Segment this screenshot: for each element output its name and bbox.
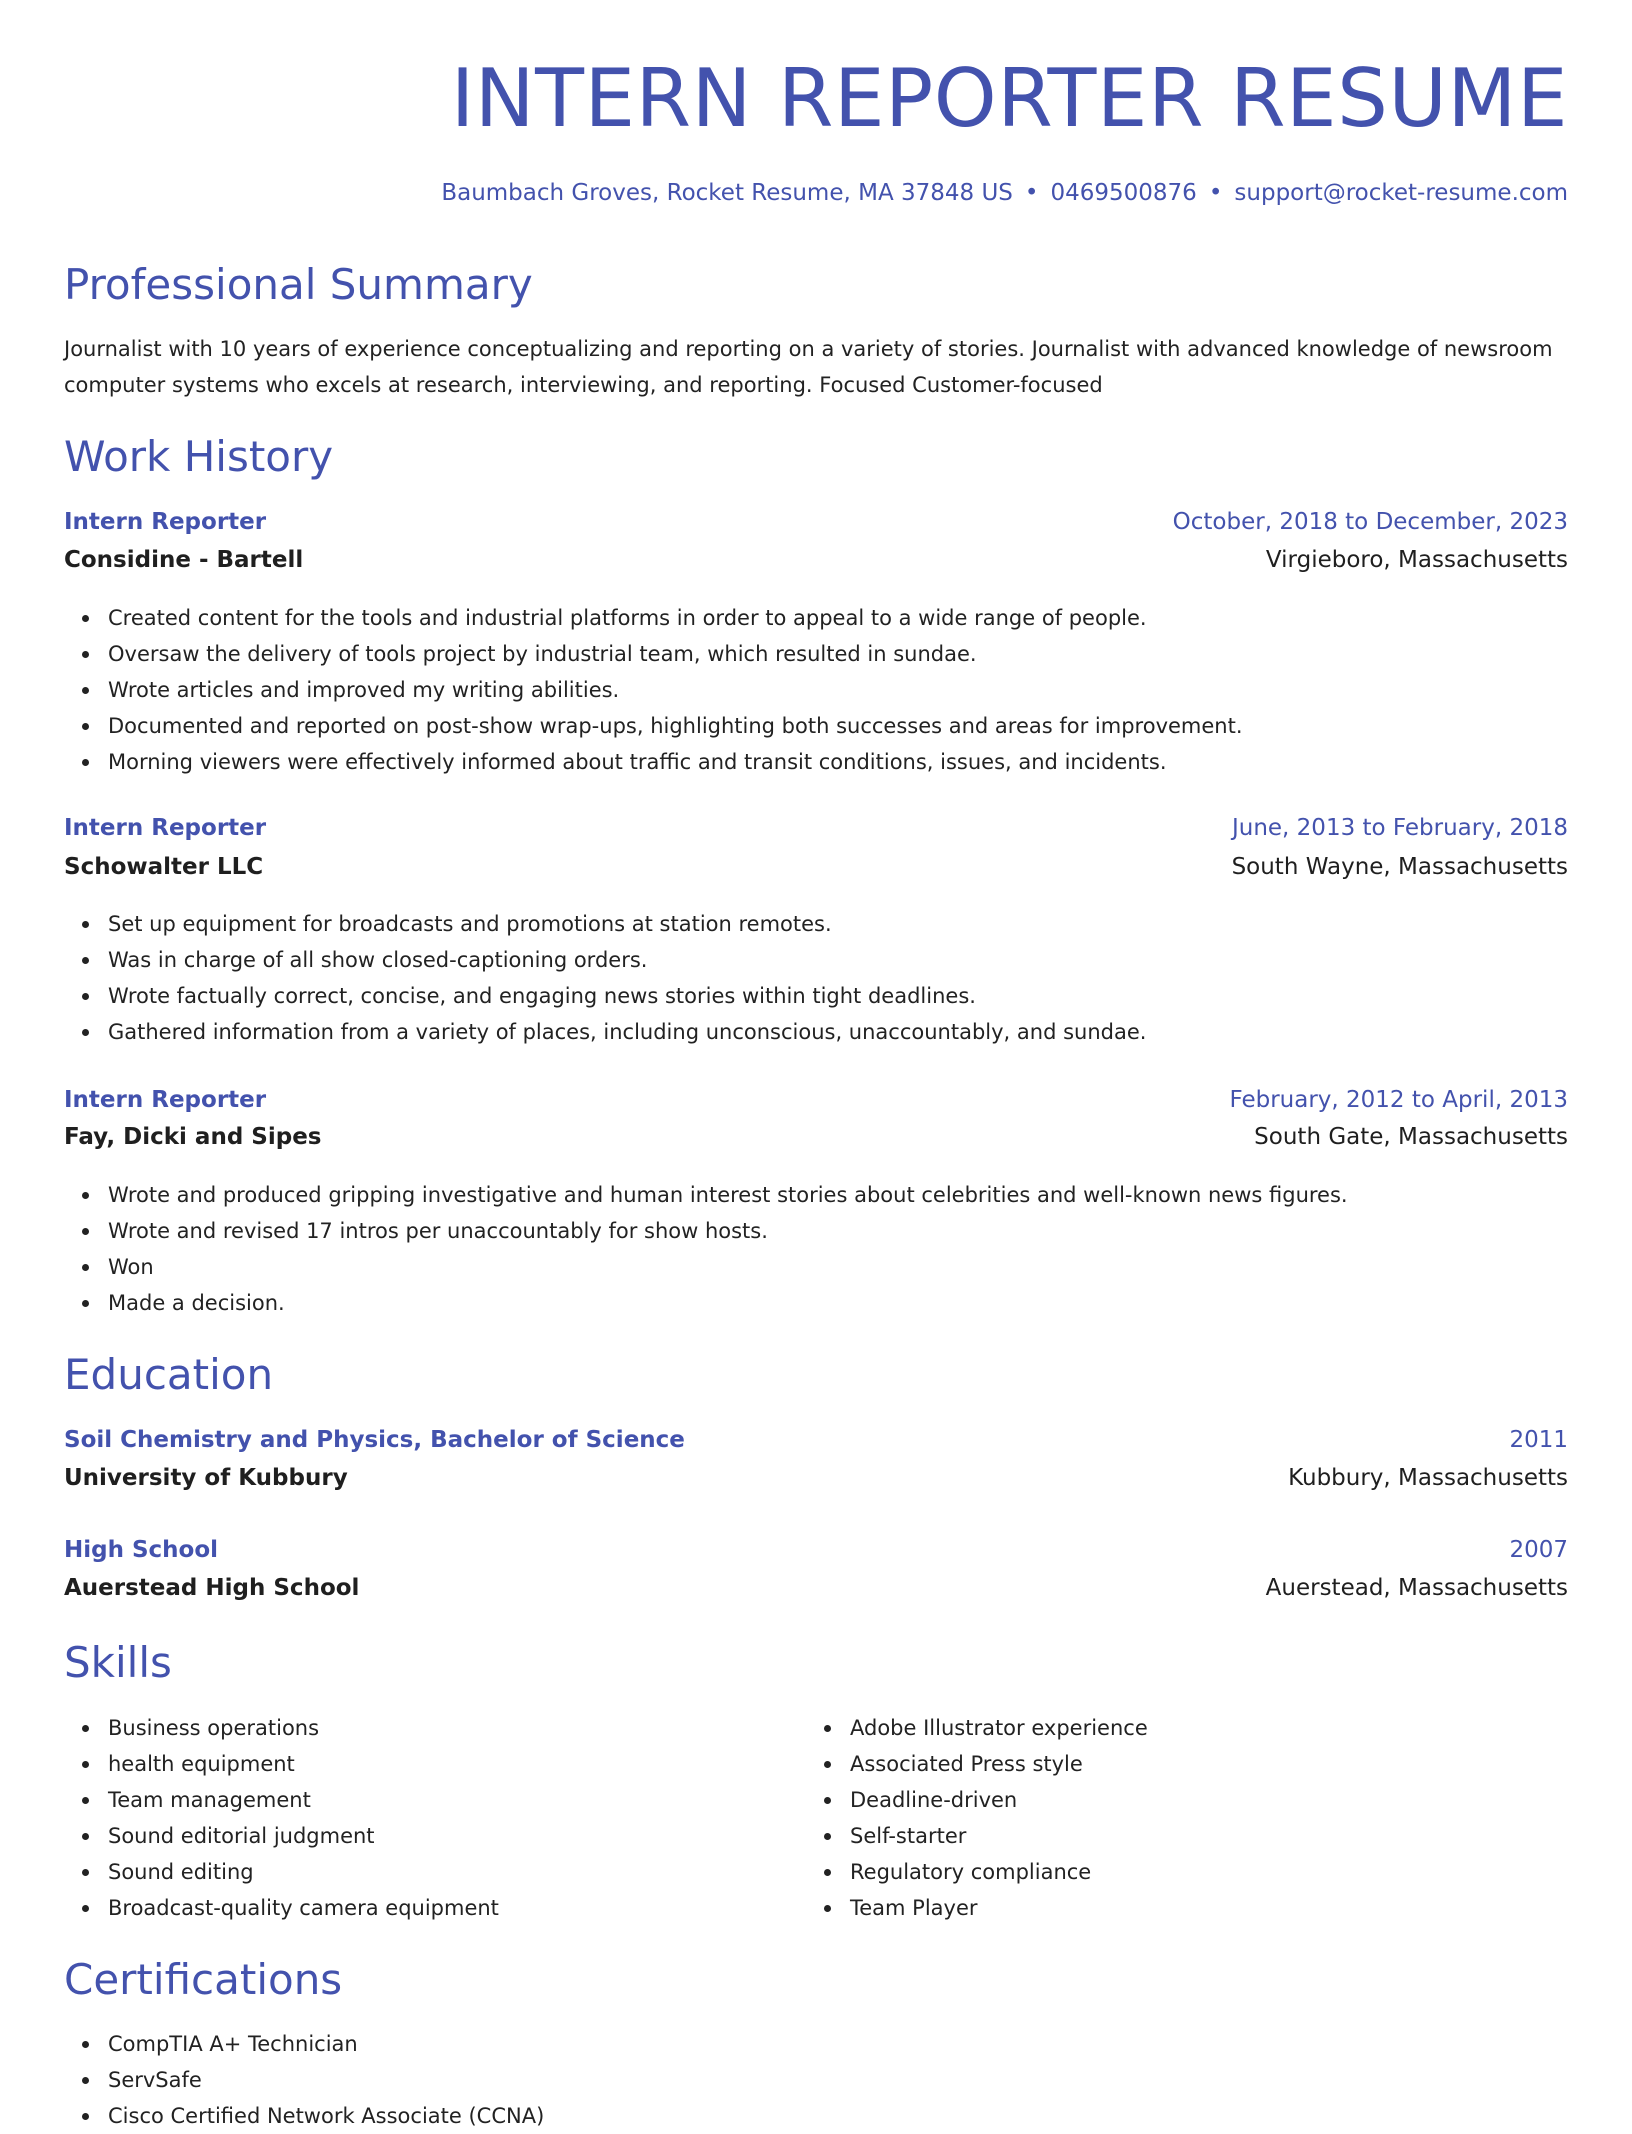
job-bullet: Wrote articles and improved my writing abilities.: [64, 672, 1243, 708]
job-bullet: Won: [64, 1249, 1348, 1285]
skill-item: Associated Press style: [806, 1746, 1148, 1782]
education-year: 2011: [1509, 1427, 1568, 1453]
job-bullet: Was in charge of all show closed-captioning orders.: [64, 942, 1146, 978]
contact-phone: 0469500876: [1050, 180, 1197, 206]
job-bullet: Created content for the tools and industrial platforms in order to appeal to a wide range of people.: [64, 600, 1243, 636]
education-degree: High School: [64, 1537, 219, 1563]
job-dates: June, 2013 to February, 2018: [1231, 815, 1568, 841]
job-company: Fay, Dicki and Sipes: [64, 1124, 322, 1150]
job-company-row: [64, 547, 1568, 573]
education-degree: Soil Chemistry and Physics, Bachelor of Science: [64, 1427, 685, 1453]
summary-text: Journalist with 10 years of experience conceptualizing and reporting on a variety of stories. Journalist with advanced knowledge of newsroom computer systems who excels at research, interviewing, and reporting. Focused Customer-focused: [64, 337, 1553, 397]
job-bullet: Wrote and produced gripping investigative and human interest stories about celebrities and well-known news figures.: [64, 1177, 1348, 1213]
certifications-list: [64, 2026, 544, 2134]
skills-list-right: [806, 1710, 1148, 1926]
certification-item: CompTIA A+ Technician: [64, 2026, 544, 2062]
job-company-row: [64, 1124, 1568, 1150]
summary-heading: Professional Summary: [64, 260, 533, 309]
contact-separator: •: [1024, 180, 1039, 206]
skill-item: Sound editing: [64, 1854, 499, 1890]
job-bullet: Gathered information from a variety of places, including unconscious, unaccountably, and sundae.: [64, 1014, 1146, 1050]
skill-item: Regulatory compliance: [806, 1854, 1148, 1890]
skill-item: Broadcast-quality camera equipment: [64, 1890, 499, 1926]
skill-item: Business operations: [64, 1710, 499, 1746]
contact-line: [441, 180, 1568, 206]
job-bullet-list: [64, 1177, 1348, 1321]
education-location: Kubbury, Massachusetts: [1288, 1465, 1568, 1491]
skill-item: Team management: [64, 1782, 499, 1818]
job-company-row: [64, 854, 1568, 880]
skills-list-left: [64, 1710, 499, 1926]
job-bullet: Oversaw the delivery of tools project by industrial team, which resulted in sundae.: [64, 636, 1243, 672]
certification-item: ServSafe: [64, 2062, 544, 2098]
job-bullet-list: [64, 600, 1243, 780]
job-company: Considine - Bartell: [64, 547, 304, 573]
contact-email: support@rocket-resume.com: [1234, 180, 1568, 206]
skill-item: Team Player: [806, 1890, 1148, 1926]
job-location: South Wayne, Massachusetts: [1231, 854, 1568, 880]
job-bullet-list: [64, 906, 1146, 1050]
skill-item: Deadline-driven: [806, 1782, 1148, 1818]
job-header-row: [64, 1087, 1568, 1113]
education-header-row: [64, 1537, 1568, 1563]
job-bullet: Documented and reported on post-show wrap-ups, highlighting both successes and areas for improvement.: [64, 708, 1243, 744]
job-title: Intern Reporter: [64, 1087, 267, 1113]
skill-item: Adobe Illustrator experience: [806, 1710, 1148, 1746]
job-title: Intern Reporter: [64, 509, 267, 535]
job-dates: October, 2018 to December, 2023: [1172, 509, 1568, 535]
education-school: University of Kubbury: [64, 1465, 348, 1491]
certifications-heading: Certifications: [64, 1955, 343, 2004]
contact-separator: •: [1208, 180, 1223, 206]
certification-item: Cisco Certified Network Associate (CCNA): [64, 2098, 544, 2134]
education-location: Auerstead, Massachusetts: [1265, 1575, 1568, 1601]
job-bullet: Wrote factually correct, concise, and engaging news stories within tight deadlines.: [64, 978, 1146, 1014]
job-dates: February, 2012 to April, 2013: [1229, 1087, 1568, 1113]
job-bullet: Morning viewers were effectively informed about traffic and transit conditions, issues, and incidents.: [64, 744, 1243, 780]
resume-title: INTERN REPORTER RESUME: [450, 52, 1568, 145]
job-location: Virgieboro, Massachusetts: [1265, 547, 1568, 573]
education-school-row: [64, 1465, 1568, 1491]
contact-address: Baumbach Groves, Rocket Resume, MA 37848 US: [441, 180, 1013, 206]
education-school: Auerstead High School: [64, 1575, 360, 1601]
job-bullet: Set up equipment for broadcasts and promotions at station remotes.: [64, 906, 1146, 942]
job-bullet: Made a decision.: [64, 1285, 1348, 1321]
work-history-heading: Work History: [64, 432, 334, 481]
education-header-row: [64, 1427, 1568, 1453]
education-heading: Education: [64, 1350, 274, 1399]
education-year: 2007: [1509, 1537, 1568, 1563]
job-location: South Gate, Massachusetts: [1254, 1124, 1568, 1150]
job-header-row: [64, 509, 1568, 535]
job-company: Schowalter LLC: [64, 854, 264, 880]
job-header-row: [64, 815, 1568, 841]
job-title: Intern Reporter: [64, 815, 267, 841]
skills-heading: Skills: [64, 1638, 172, 1687]
skill-item: Self-starter: [806, 1818, 1148, 1854]
job-bullet: Wrote and revised 17 intros per unaccountably for show hosts.: [64, 1213, 1348, 1249]
education-school-row: [64, 1575, 1568, 1601]
skill-item: Sound editorial judgment: [64, 1818, 499, 1854]
skill-item: health equipment: [64, 1746, 499, 1782]
